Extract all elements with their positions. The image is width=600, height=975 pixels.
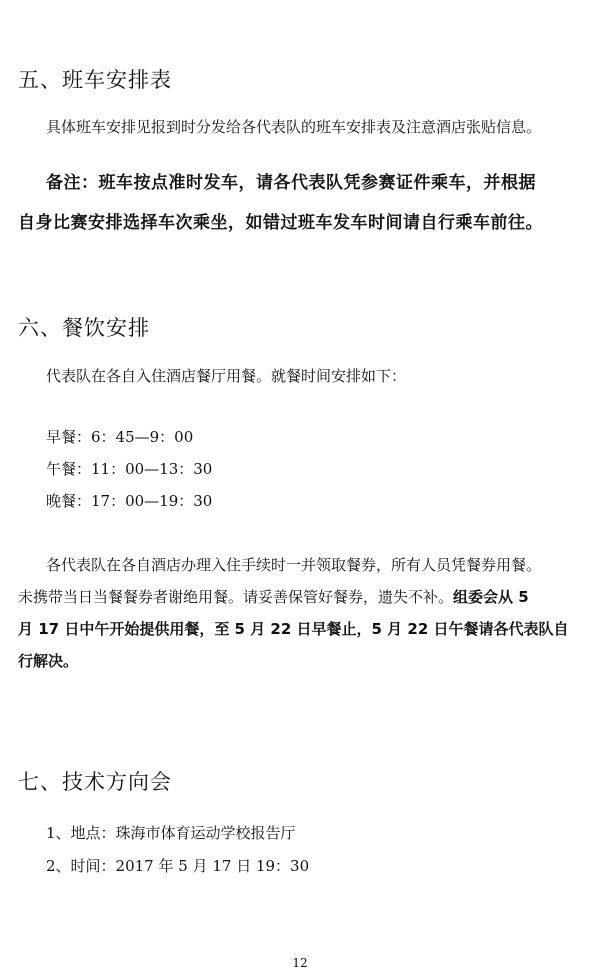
section6-para-line1: 各代表队在各自酒店办理入住手续时一并领取餐券，所有人员凭餐券用餐。 — [46, 556, 542, 574]
section6-para-line4: 行解决。 — [18, 652, 79, 670]
para-line2-normal: 未携带当日当餐餐券者谢绝用餐。请妥善保管好餐券，遗失不补。 — [18, 588, 454, 606]
section5-heading: 五、班车安排表 — [18, 68, 172, 92]
page-number: 12 — [292, 956, 308, 970]
section7-heading: 七、技术方向会 — [18, 770, 172, 794]
section5-note-line2: 自身比赛安排选择车次乘坐，如错过班车发车时间请自行乘车前往。 — [18, 213, 543, 233]
section6-para-line3: 月 17 日中午开始提供用餐，至 5 月 22 日早餐止，5 月 22 日午餐请各代表队自 — [18, 620, 569, 638]
meal-dinner: 晚餐：17：00—19：30 — [46, 492, 213, 510]
section6-heading: 六、餐饮安排 — [18, 316, 150, 340]
meal-lunch: 午餐：11：00—13：30 — [46, 460, 213, 478]
section7-item-location: 1、地点：珠海市体育运动学校报告厅 — [46, 824, 296, 842]
section7-item-time: 2、时间：2017 年 5 月 17 日 19：30 — [46, 857, 310, 875]
section6-para-line2 — [18, 586, 529, 607]
section5-note-line1: 备注：班车按点准时发车，请各代表队凭参赛证件乘车，并根据 — [46, 173, 536, 193]
section6-intro: 代表队在各自入住酒店餐厅用餐。就餐时间安排如下： — [46, 367, 407, 385]
section5-text: 具体班车安排见报到时分发给各代表队的班车安排表及注意酒店张贴信息。 — [46, 118, 542, 136]
para-line2-bold: 组委会从 5 — [453, 588, 529, 606]
meal-breakfast: 早餐：6：45—9：00 — [46, 428, 194, 446]
